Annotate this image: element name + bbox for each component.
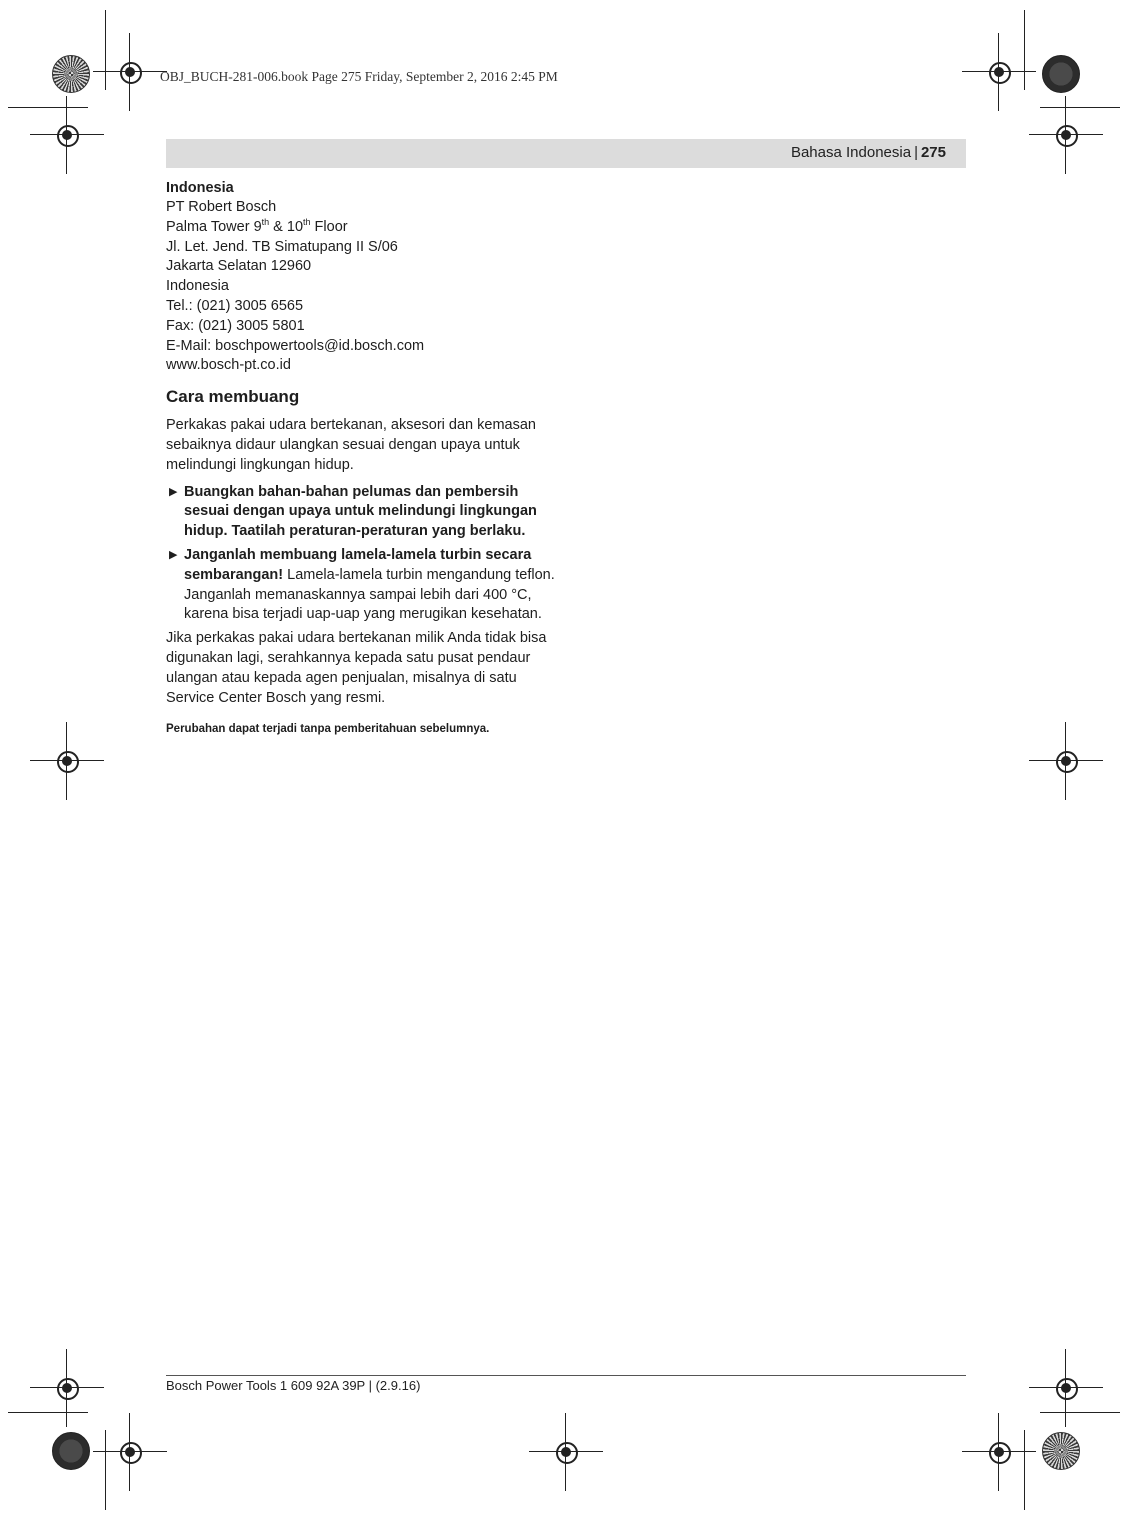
trim-line-bottom-right: [1024, 1430, 1025, 1510]
trim-line-top-left: [105, 10, 106, 90]
contact-company: PT Robert Bosch: [166, 199, 277, 215]
crosshair-mark-bottom-right: [984, 1437, 1014, 1467]
bullet2-text: Lamela-lamela turbin mengandung teflon. Janganlah memanaskannya sampai lebih dari 400 °C, karena bisa terjadi uap-uap yang merugikan kesehatan.: [184, 566, 555, 623]
trim-line-right-top: [1040, 107, 1120, 108]
footer-text: Bosch Power Tools 1 609 92A 39P | (2.9.16): [166, 1378, 421, 1393]
triangle-bullet-icon: ▶: [169, 485, 178, 498]
disposal-closing: Jika perkakas pakai udara bertekanan milik Anda tidak bisa digunakan lagi, serahkannya kepada satu pusat pendaur ulangan atau kepada agen penjualan, misalnya di satu Service Center Bosch yang resmi.: [166, 630, 547, 706]
contact-website: www.bosch-pt.co.id: [166, 357, 291, 374]
bullet1-bold-text: Buangkan bahan-bahan pelumas dan pembersih sesuai dengan upaya untuk melindungi lingkungan hidup. Taatilah peraturan-peraturan yang berlaku.: [184, 483, 537, 540]
print-slug-line: OBJ_BUCH-281-006.book Page 275 Friday, September 2, 2016 2:45 PM: [160, 69, 558, 84]
trim-line-bottom-left: [105, 1430, 106, 1510]
header-section-label: Bahasa Indonesia: [790, 144, 912, 161]
main-column: [166, 178, 566, 752]
tower-sup-2: th: [303, 216, 311, 227]
crosshair-mark-top-right: [984, 57, 1014, 87]
contact-tel: Tel.: (021) 3005 6565: [166, 297, 304, 314]
color-target-top-left: [52, 55, 90, 93]
header-separator: |: [914, 144, 918, 161]
crosshair-mark-left-upper: [52, 120, 82, 150]
triangle-bullet-icon: ▶: [169, 548, 178, 561]
running-header: [166, 139, 966, 168]
bullet2-bold-text: Janganlah membuang lamela-lamela turbin secara sembarangan!: [184, 546, 532, 583]
disposal-heading: Cara membuang: [166, 387, 300, 407]
trim-line-left-bottom: [8, 1412, 88, 1413]
running-head-text: [791, 144, 946, 161]
disposal-intro: Perkakas pakai udara bertekanan, aksesori dan kemasan sebaiknya didaur ulangkan sesuai dengan upaya untuk melindungi lingkungan hidup.: [166, 417, 536, 473]
change-notice: Perubahan dapat terjadi tanpa pemberitahuan sebelumnya.: [166, 723, 490, 736]
tower-text-3: Floor: [310, 218, 348, 235]
tower-sup-1: th: [261, 216, 270, 227]
contact-tower: [166, 218, 566, 238]
contact-country: Indonesia: [166, 278, 229, 295]
crosshair-mark-left-middle: [52, 746, 82, 776]
tower-text-1: Palma Tower 9: [166, 218, 262, 235]
color-target-bottom-right: [1042, 1432, 1080, 1470]
contact-heading: Indonesia: [166, 180, 234, 196]
list-item: [166, 483, 566, 542]
contact-city: Jakarta Selatan 12960: [166, 258, 312, 275]
trim-line-top-right: [1024, 10, 1025, 90]
crosshair-mark-bottom-center: [551, 1437, 581, 1467]
color-target-bottom-left: [52, 1432, 90, 1470]
crosshair-mark-right-upper: [1051, 120, 1081, 150]
crosshair-mark-top-left: [115, 57, 145, 87]
color-target-top-right: [1042, 55, 1080, 93]
trim-line-right-bottom: [1040, 1412, 1120, 1413]
disposal-bullet-list: [166, 483, 566, 626]
crosshair-mark-bottom-left: [115, 1437, 145, 1467]
crosshair-mark-left-lower: [52, 1373, 82, 1403]
trim-line-left-top: [8, 107, 88, 108]
tower-text-2: & 10: [269, 218, 304, 235]
contact-email: E-Mail: boschpowertools@id.bosch.com: [166, 337, 425, 354]
contact-street: Jl. Let. Jend. TB Simatupang II S/06: [166, 238, 398, 255]
list-item: [166, 546, 566, 625]
crosshair-mark-right-middle: [1051, 746, 1081, 776]
crosshair-mark-right-lower: [1051, 1373, 1081, 1403]
page-number: 275: [920, 144, 946, 161]
contact-fax: Fax: (021) 3005 5801: [166, 317, 305, 334]
footer-rule: [166, 1375, 966, 1376]
